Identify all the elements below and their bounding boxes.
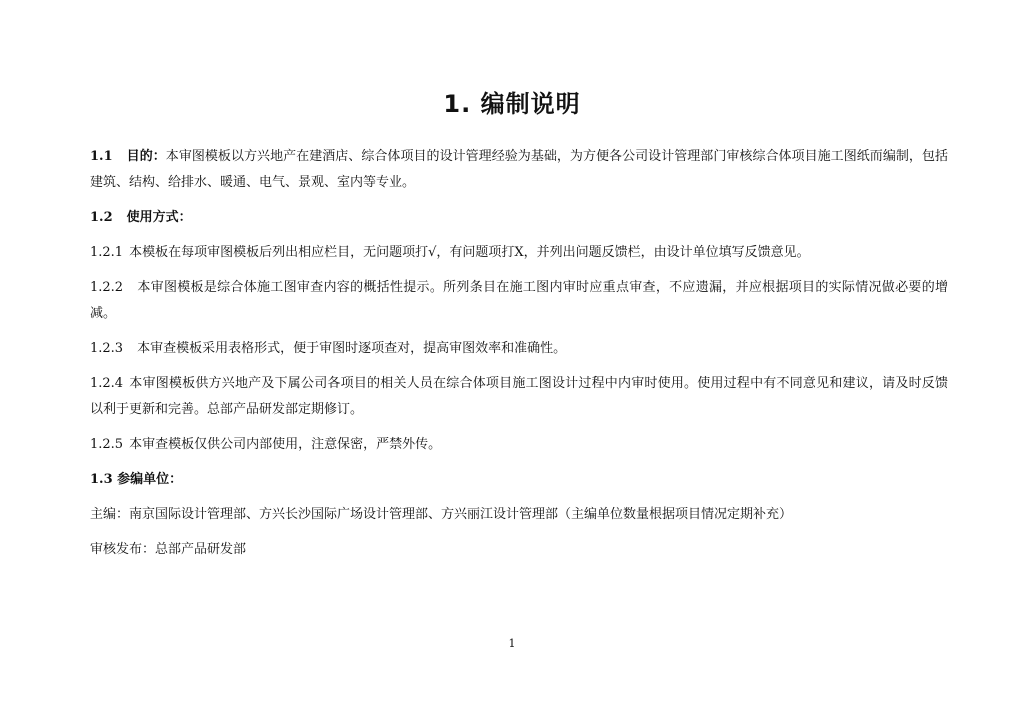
item-text: 本审查模板采用表格形式，便于审图时逐项查对，提高审图效率和准确性。 bbox=[137, 341, 567, 356]
item-1-2-2 bbox=[90, 275, 948, 327]
item-number: 1.2.3 bbox=[90, 341, 124, 356]
section-number: 1.2 bbox=[90, 210, 113, 225]
section-number: 1.1 bbox=[90, 149, 113, 164]
item-text: 本审图模板供方兴地产及下属公司各项目的相关人员在综合体项目施工图设计过程中内审时使用。使用过程中有不同意见和建议，请及时反馈以利于更新和完善。总部产品研发部定期修订。 bbox=[90, 376, 948, 417]
item-text: 本审图模板是综合体施工图审查内容的概括性提示。所列条目在施工图内审时应重点审查，不应遗漏，并应根据项目的实际情况做必要的增减。 bbox=[90, 280, 948, 321]
editors-line: 主编：南京国际设计管理部、方兴长沙国际广场设计管理部、方兴丽江设计管理部（主编单位数量根据项目情况定期补充） bbox=[90, 507, 793, 522]
section-label: 使用方式： bbox=[126, 210, 192, 225]
document-body bbox=[90, 144, 948, 572]
item-1-2-3 bbox=[90, 336, 948, 362]
section-1-3-heading: 1.3 参编单位： bbox=[90, 472, 183, 487]
publisher-line: 审核发布：总部产品研发部 bbox=[90, 542, 247, 557]
page-number: 1 bbox=[508, 637, 516, 650]
item-1-2-1 bbox=[90, 240, 948, 266]
item-1-2-4 bbox=[90, 371, 948, 423]
item-number: 1.2.2 bbox=[90, 280, 124, 295]
section-1-1 bbox=[90, 144, 948, 196]
item-number: 1.2.1 bbox=[90, 245, 124, 260]
item-text: 本审查模板仅供公司内部使用，注意保密，严禁外传。 bbox=[129, 437, 442, 452]
item-text: 本模板在每项审图模板后列出相应栏目，无问题项打√，有问题项打X，并列出问题反馈栏，由设计单位填写反馈意见。 bbox=[129, 245, 810, 260]
section-text: 本审图模板以方兴地产在建酒店、综合体项目的设计管理经验为基础，为方便各公司设计管理部门审核综合体项目施工图纸而编制，包括建筑、结构、给排水、暖通、电气、景观、室内等专业。 bbox=[90, 149, 948, 190]
page-title: 1. 编制说明 bbox=[443, 90, 581, 118]
item-number: 1.2.4 bbox=[90, 376, 124, 391]
item-1-2-5 bbox=[90, 432, 948, 458]
item-number: 1.2.5 bbox=[90, 437, 124, 452]
section-label: 目的： bbox=[126, 149, 166, 164]
section-1-2-heading bbox=[90, 205, 948, 231]
